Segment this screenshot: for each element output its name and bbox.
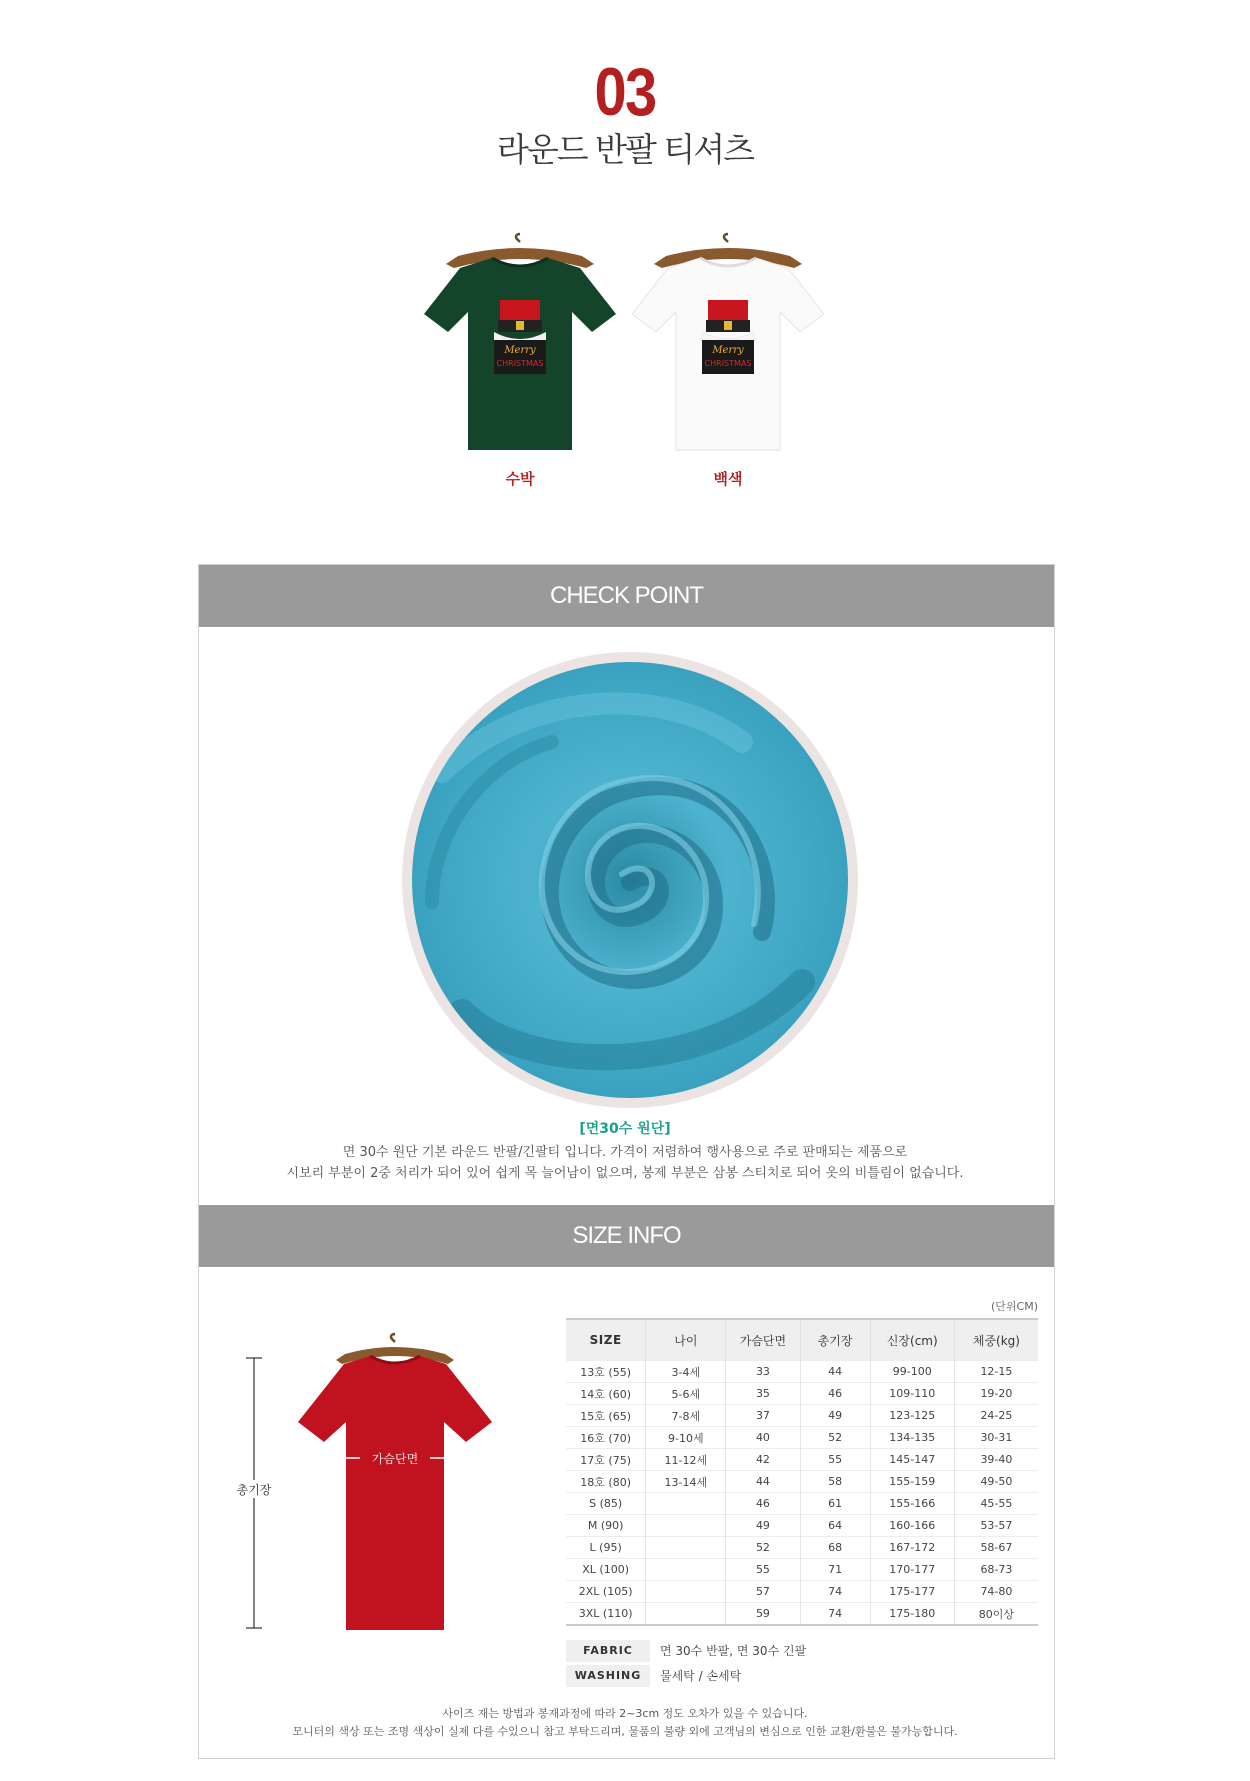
product-title: 라운드 반팔 티셔츠 [496, 130, 753, 169]
table-cell: 17호 (75) [566, 1449, 646, 1471]
size-note-line-2: 모니터의 색상 또는 조명 색상이 실제 다를 수있으니 참고 부탁드리며, 물품의 불량 외에 고객님의 변심으로 인한 교환/환불은 불가능합니다. [292, 1725, 958, 1738]
chest-label: 가슴단면 [371, 1452, 419, 1466]
table-cell: 13호 (55) [566, 1361, 646, 1383]
table-cell: 2XL (105) [566, 1581, 646, 1603]
col-header-height: 신장(cm) [870, 1319, 954, 1361]
size-info-bar: SIZE INFO [199, 1205, 1054, 1267]
color-label-white: 백색 [713, 470, 743, 488]
table-cell: 49 [800, 1405, 870, 1427]
table-cell: 53-57 [954, 1515, 1038, 1537]
table-cell: 167-172 [870, 1537, 954, 1559]
table-cell: 80이상 [954, 1603, 1038, 1626]
table-cell [646, 1515, 726, 1537]
table-cell [646, 1493, 726, 1515]
table-cell: S (85) [566, 1493, 646, 1515]
table-cell: 68 [800, 1537, 870, 1559]
table-cell [646, 1559, 726, 1581]
check-point-headline: [면30수 원단] [579, 1121, 671, 1137]
table-header-row [566, 1319, 1038, 1361]
table-cell: 49-50 [954, 1471, 1038, 1493]
table-cell: 30-31 [954, 1427, 1038, 1449]
fabric-closeup-image [402, 652, 858, 1108]
shirt-image-green [420, 228, 620, 454]
table-cell: 44 [800, 1361, 870, 1383]
table-cell: 58 [800, 1471, 870, 1493]
table-cell: 74 [800, 1581, 870, 1603]
table-cell: 39-40 [954, 1449, 1038, 1471]
table-cell: 44 [726, 1471, 800, 1493]
table-cell: 155-166 [870, 1493, 954, 1515]
table-cell: 74 [800, 1603, 870, 1626]
section-number: 03 [594, 54, 656, 130]
table-cell: 5-6세 [646, 1383, 726, 1405]
table-cell: 55 [726, 1559, 800, 1581]
table-cell: XL (100) [566, 1559, 646, 1581]
table-cell: 68-73 [954, 1559, 1038, 1581]
table-cell: 58-67 [954, 1537, 1038, 1559]
washing-label: WASHING [566, 1665, 650, 1687]
table-cell: 175-180 [870, 1603, 954, 1626]
table-cell: 160-166 [870, 1515, 954, 1537]
table-cell [646, 1603, 726, 1626]
print-text-merry: Merry [712, 345, 744, 356]
table-cell: 35 [726, 1383, 800, 1405]
table-row [566, 1493, 1038, 1515]
table-cell: M (90) [566, 1515, 646, 1537]
table-cell: 11-12세 [646, 1449, 726, 1471]
table-row [566, 1515, 1038, 1537]
table-cell: 37 [726, 1405, 800, 1427]
size-table [566, 1318, 1038, 1626]
table-cell: 55 [800, 1449, 870, 1471]
table-cell: 74-80 [954, 1581, 1038, 1603]
col-header-chest: 가슴단면 [726, 1319, 800, 1361]
table-cell: 99-100 [870, 1361, 954, 1383]
table-cell: L (95) [566, 1537, 646, 1559]
table-cell: 59 [726, 1603, 800, 1626]
table-cell: 3-4세 [646, 1361, 726, 1383]
table-cell: 175-177 [870, 1581, 954, 1603]
table-cell: 46 [800, 1383, 870, 1405]
table-cell: 9-10세 [646, 1427, 726, 1449]
table-row [566, 1559, 1038, 1581]
table-cell: 12-15 [954, 1361, 1038, 1383]
print-text-merry: Merry [504, 345, 536, 356]
table-cell: 49 [726, 1515, 800, 1537]
table-cell: 16호 (70) [566, 1427, 646, 1449]
print-text-christmas: CHRISTMAS [704, 359, 752, 368]
table-cell: 52 [726, 1537, 800, 1559]
table-cell: 45-55 [954, 1493, 1038, 1515]
size-diagram [230, 1330, 550, 1640]
table-cell: 145-147 [870, 1449, 954, 1471]
table-row [566, 1537, 1038, 1559]
table-cell: 71 [800, 1559, 870, 1581]
table-cell: 46 [726, 1493, 800, 1515]
color-label-green: 수박 [505, 470, 535, 488]
col-header-length: 총기장 [800, 1319, 870, 1361]
table-cell: 109-110 [870, 1383, 954, 1405]
col-header-age: 나이 [646, 1319, 726, 1361]
table-row [566, 1471, 1038, 1493]
table-cell: 64 [800, 1515, 870, 1537]
table-cell: 13-14세 [646, 1471, 726, 1493]
table-cell: 15호 (65) [566, 1405, 646, 1427]
table-cell: 123-125 [870, 1405, 954, 1427]
table-cell: 134-135 [870, 1427, 954, 1449]
table-row [566, 1603, 1038, 1626]
table-cell: 7-8세 [646, 1405, 726, 1427]
table-cell: 52 [800, 1427, 870, 1449]
table-cell: 18호 (80) [566, 1471, 646, 1493]
unit-label: (단위CM) [990, 1300, 1038, 1313]
fabric-value: 면 30수 반팔, 면 30수 긴팔 [660, 1644, 807, 1658]
table-cell: 57 [726, 1581, 800, 1603]
table-cell: 61 [800, 1493, 870, 1515]
check-point-text-line-2: 시보리 부분이 2중 처리가 되어 있어 쉽게 목 늘어남이 없으며, 봉제 부분은 삼봉 스티치로 되어 옷의 비틀림이 없습니다. [286, 1166, 964, 1181]
table-row [566, 1581, 1038, 1603]
size-note-line-1: 사이즈 재는 방법과 봉재과정에 따라 2~3cm 정도 오차가 있을 수 있습니다. [442, 1707, 808, 1720]
table-row [566, 1383, 1038, 1405]
table-cell: 155-159 [870, 1471, 954, 1493]
check-point-text-line-1: 면 30수 원단 기본 라운드 반팔/긴팔티 입니다. 가격이 저렴하여 행사용으로 주로 판매되는 제품으로 [342, 1145, 908, 1160]
check-point-bar: CHECK POINT [199, 565, 1054, 627]
table-cell: 19-20 [954, 1383, 1038, 1405]
table-cell [646, 1581, 726, 1603]
table-row [566, 1405, 1038, 1427]
col-header-weight: 체중(kg) [954, 1319, 1038, 1361]
fabric-label: FABRIC [566, 1640, 650, 1662]
table-cell [646, 1537, 726, 1559]
shirt-image-white [628, 228, 828, 454]
table-cell: 24-25 [954, 1405, 1038, 1427]
table-cell: 42 [726, 1449, 800, 1471]
col-header-size: SIZE [566, 1319, 646, 1361]
table-cell: 170-177 [870, 1559, 954, 1581]
table-cell: 3XL (110) [566, 1603, 646, 1626]
table-row [566, 1361, 1038, 1383]
table-cell: 33 [726, 1361, 800, 1383]
table-cell: 40 [726, 1427, 800, 1449]
table-cell: 14호 (60) [566, 1383, 646, 1405]
table-row [566, 1427, 1038, 1449]
table-row [566, 1449, 1038, 1471]
length-label: 총기장 [236, 1483, 272, 1497]
print-text-christmas: CHRISTMAS [496, 359, 544, 368]
washing-value: 물세탁 / 손세탁 [660, 1669, 742, 1683]
